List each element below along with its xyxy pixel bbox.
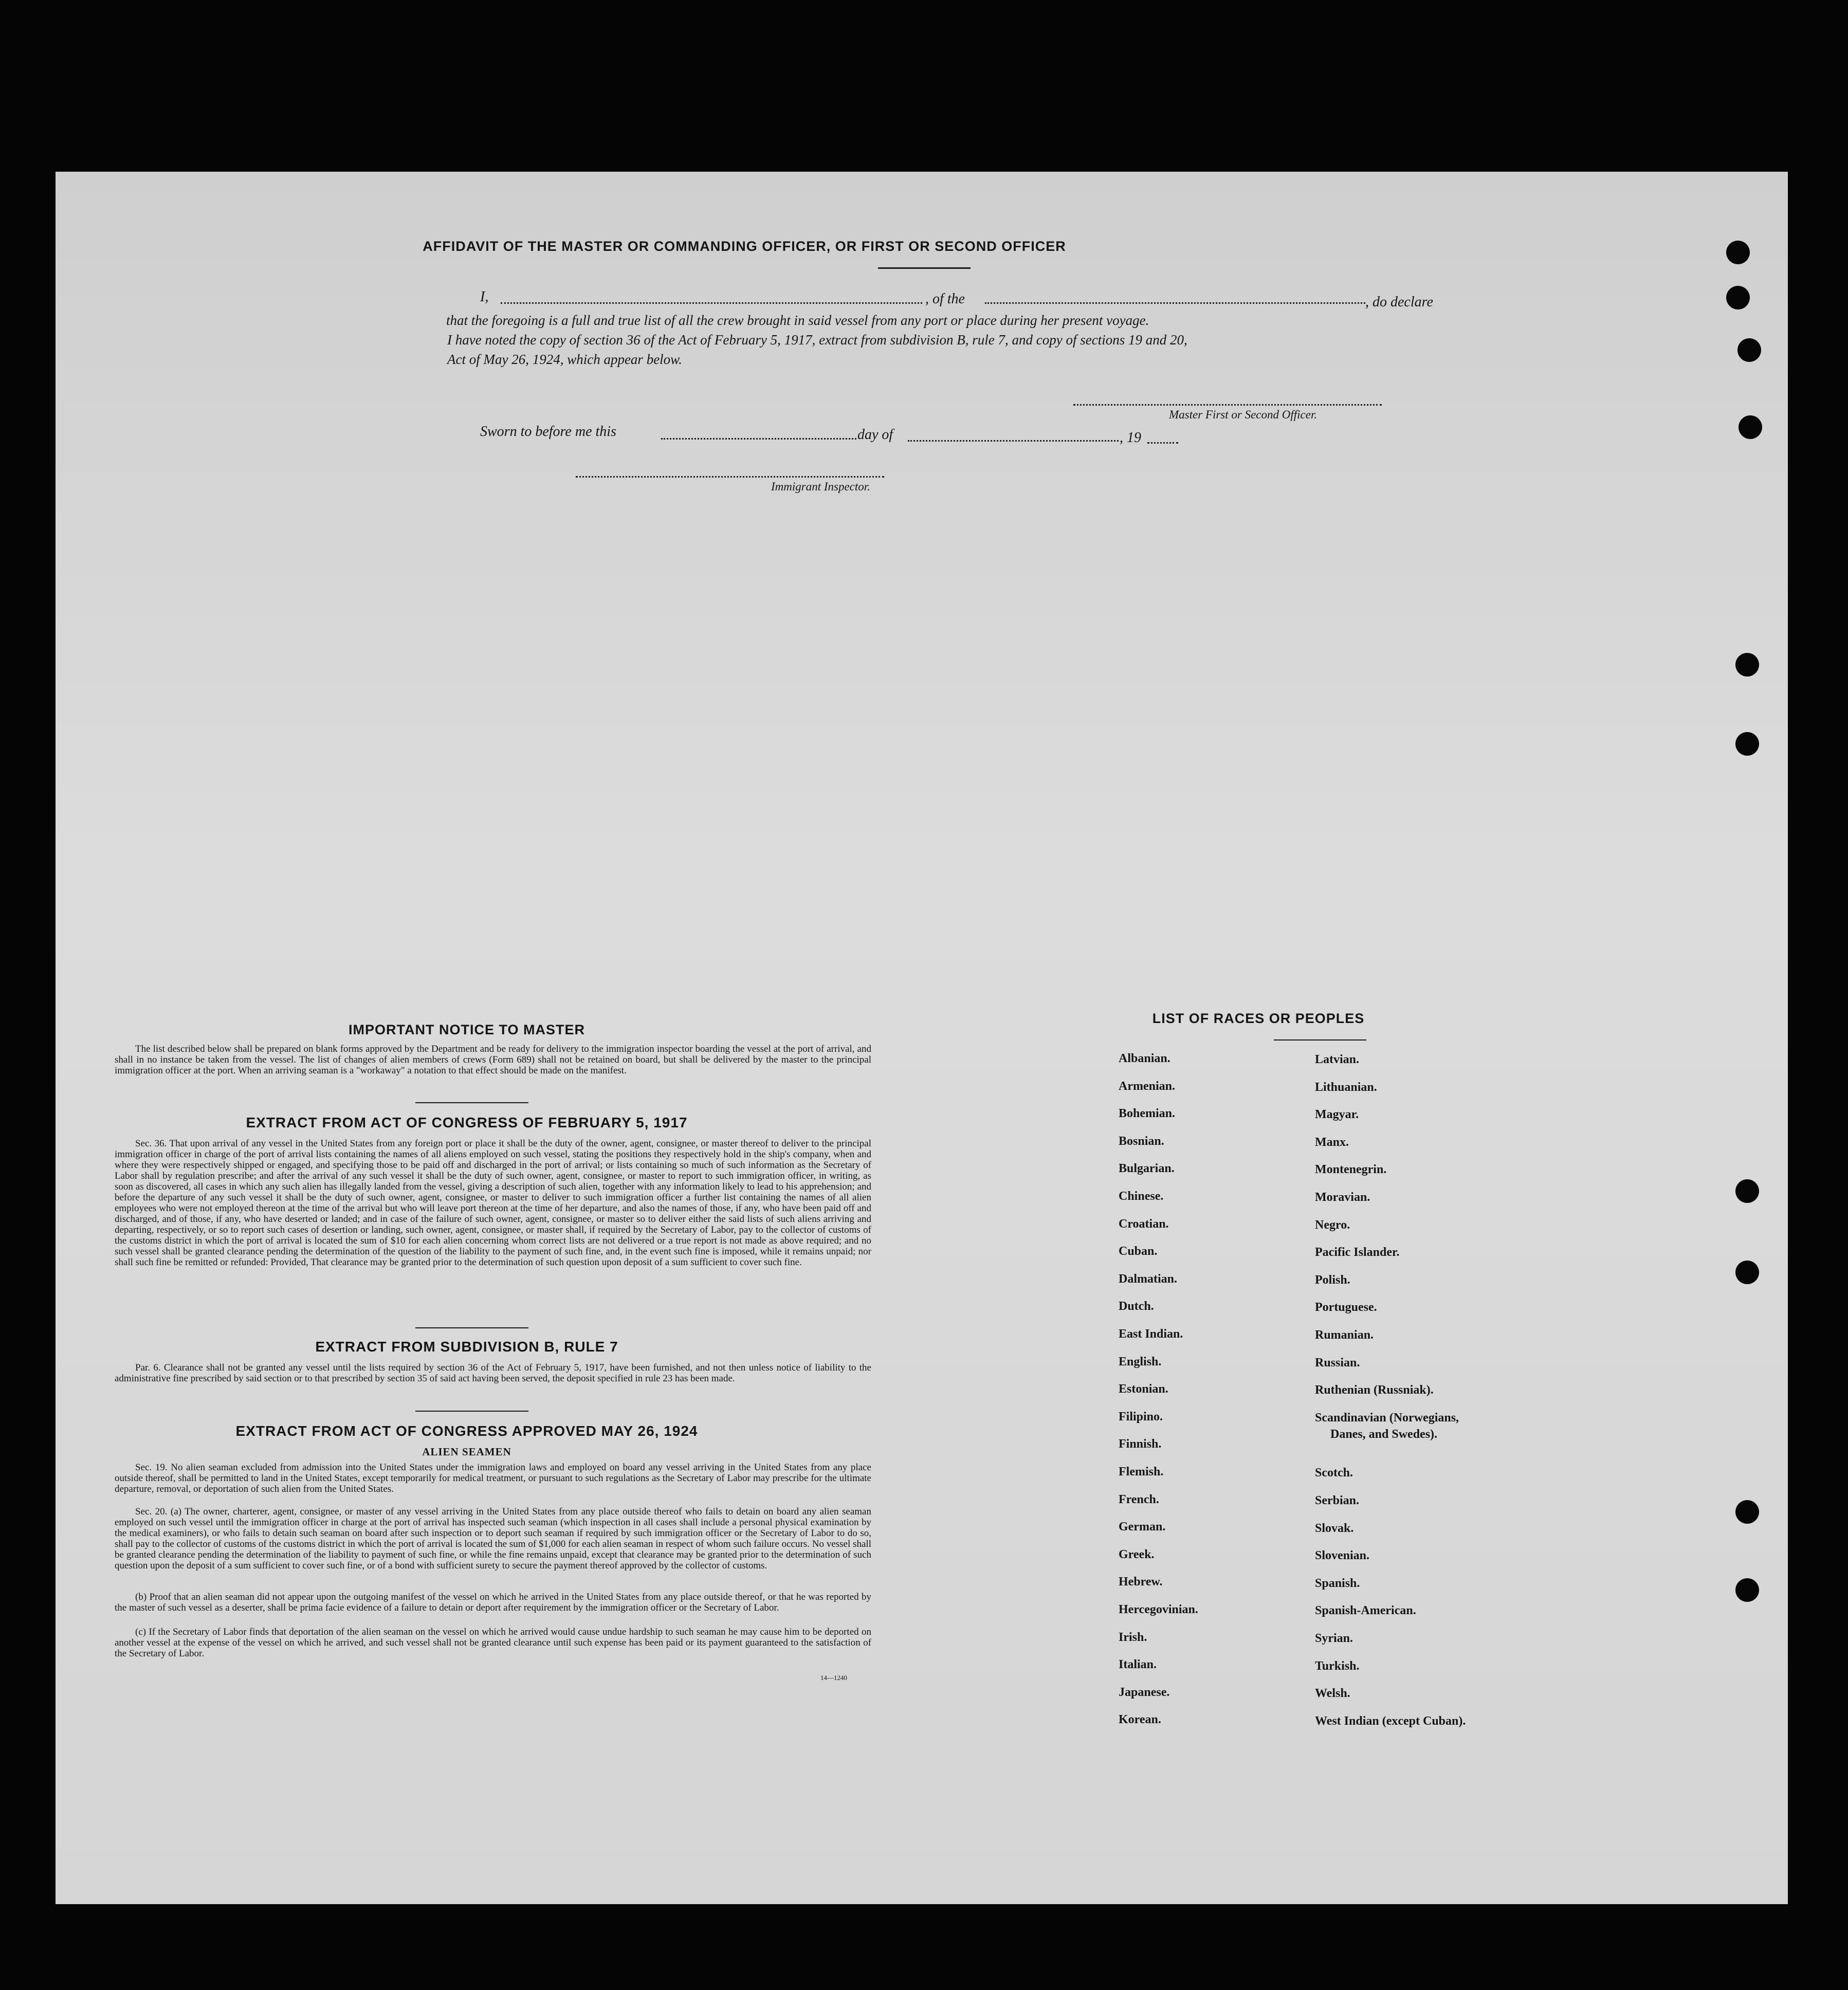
race-item: Syrian. [1315, 1632, 1353, 1645]
punch-hole [1735, 1500, 1759, 1524]
race-item: Filipino. [1119, 1410, 1163, 1423]
alien-seamen-subtitle: ALIEN SEAMEN [422, 1446, 511, 1458]
punch-hole [1735, 732, 1759, 756]
race-item: Croatian. [1119, 1217, 1169, 1231]
affidavit-line-3: I have noted the copy of section 36 of the Act of February 5, 1917, extract from subdivision B, rule 7, and copy of sections 19 and 20, [447, 332, 1187, 348]
race-item: Slovak. [1315, 1521, 1354, 1535]
race-item: Korean. [1119, 1713, 1161, 1727]
punch-hole [1735, 653, 1759, 677]
subdivision-b-rule [415, 1411, 528, 1412]
punch-hole [1735, 1578, 1759, 1602]
extract-1917-rule [415, 1327, 528, 1328]
extract-1917-title: EXTRACT FROM ACT OF CONGRESS OF FEBRUARY 5, 1917 [246, 1115, 688, 1130]
master-signature-field[interactable] [1073, 404, 1382, 406]
race-item: Spanish-American. [1315, 1604, 1416, 1618]
race-item: Cuban. [1119, 1245, 1158, 1258]
section-20b-body: (b) Proof that an alien seaman did not appear upon the outgoing manifest of the vessel on which he arrived in the United States from any place outside thereof, or that he was reported by the master of such vessel as a deserter, shall be prima facie evidence of a failure to detain or deport after requirement by the immigration officer or the Secretary of Labor. [115, 1592, 871, 1613]
race-item: Chinese. [1119, 1190, 1164, 1203]
master-signature-label: Master First or Second Officer. [1169, 408, 1318, 421]
race-item: French. [1119, 1492, 1159, 1506]
race-item: Albanian. [1119, 1052, 1170, 1065]
race-item: Bulgarian. [1119, 1162, 1175, 1176]
race-item: Bohemian. [1119, 1107, 1176, 1121]
race-item: Lithuanian. [1315, 1080, 1377, 1094]
races-title: LIST OF RACES OR PEOPLES [1152, 1011, 1365, 1026]
master-name-field[interactable] [501, 302, 922, 304]
affidavit-of-the-label: , of the [925, 291, 965, 307]
race-item: Manx. [1315, 1135, 1349, 1149]
inspector-label: Immigrant Inspector. [771, 480, 870, 493]
race-item: Danes, and Swedes). [1330, 1427, 1438, 1441]
notice-rule [415, 1102, 528, 1103]
race-item: Ruthenian (Russniak). [1315, 1383, 1434, 1397]
section-20a-body: Sec. 20. (a) The owner, charterer, agent, consignee, or master of any vessel arriving in the United States from any place outside thereof who fails to detain on board any alien seaman employed on such vessel until the immigration officer in charge at the port of arrival has inspected such seaman (which inspection in all cases shall include a personal physical examination by the medical examiners), or who fails to detain such seaman on board after such inspection or to deport such seaman if required by such immigration officer or the Secretary of Labor to do so, shall pay to the collector of customs of the customs district in which the port of arrival is located the sum of $1,000 for each alien seaman in respect of whom such failure occurs. No vessel shall be granted clearance pending the determination of the liability to payment of such fine, or while the fine remains unpaid, except that clearance may be granted prior to the determination of such question upon the deposit of a sum sufficient to cover such fine, or of a bond with sufficient surety to secure the payment thereof approved by the collector of customs. [115, 1506, 871, 1571]
race-item: Dalmatian. [1119, 1272, 1177, 1286]
race-item: Russian. [1315, 1356, 1360, 1370]
race-item: Spanish. [1315, 1576, 1360, 1590]
race-item: Portuguese. [1315, 1301, 1377, 1315]
race-item: Magyar. [1315, 1108, 1359, 1122]
sworn-month-field[interactable] [908, 440, 1119, 442]
vessel-name-field[interactable] [985, 302, 1365, 304]
race-item: Turkish. [1315, 1659, 1360, 1673]
race-item: Finnish. [1119, 1437, 1162, 1451]
punch-hole [1739, 415, 1762, 439]
punch-hole [1735, 1179, 1759, 1203]
race-item: Estonian. [1119, 1382, 1168, 1396]
sworn-before-label: Sworn to before me this [480, 424, 616, 440]
inspector-signature-field[interactable] [576, 476, 884, 478]
race-item: Negro. [1315, 1218, 1350, 1232]
race-item: Moravian. [1315, 1191, 1370, 1204]
race-item: Latvian. [1315, 1053, 1360, 1066]
race-item: Montenegrin. [1315, 1163, 1387, 1177]
race-item: Armenian. [1119, 1079, 1175, 1093]
notice-title: IMPORTANT NOTICE TO MASTER [349, 1022, 585, 1037]
race-item: Slovenian. [1315, 1549, 1370, 1563]
race-item: Pacific Islander. [1315, 1246, 1400, 1259]
race-item: Rumanian. [1315, 1328, 1374, 1342]
affidavit-title: AFFIDAVIT OF THE MASTER OR COMMANDING OFFICER, OR FIRST OR SECOND OFFICER [423, 239, 1066, 254]
race-item: Welsh. [1315, 1687, 1350, 1701]
race-item: Scotch. [1315, 1466, 1353, 1480]
race-item: Japanese. [1119, 1685, 1170, 1699]
form-number: 14—1240 [820, 1674, 847, 1682]
subdivision-b-title: EXTRACT FROM SUBDIVISION B, RULE 7 [315, 1339, 618, 1355]
race-item: Hebrew. [1119, 1575, 1163, 1589]
race-item: Scandinavian (Norwegians, [1315, 1411, 1459, 1425]
sworn-day-field[interactable] [661, 438, 856, 440]
race-item: English. [1119, 1355, 1162, 1368]
race-item: Flemish. [1119, 1465, 1164, 1478]
race-item: German. [1119, 1520, 1166, 1534]
race-item: Polish. [1315, 1273, 1350, 1287]
race-item: West Indian (except Cuban). [1315, 1714, 1466, 1728]
race-item: East Indian. [1119, 1327, 1183, 1341]
form-sheet [56, 172, 1788, 1904]
race-item: Hercegovinian. [1119, 1603, 1198, 1616]
notice-body: The list described below shall be prepared on blank forms approved by the Department and be ready for delivery to the immigration inspector boarding the vessel at the port of arrival, and shall in no instance be taken from the vessel. The list of changes of alien members of crews (Form 689) shall not be retained on board, but shall be delivered by the master to the principal immigration officer at the port. When an arriving seaman is a "workaway" a notation to that effect should be made on the manifest. [115, 1044, 871, 1076]
affidavit-declare-label: , do declare [1365, 294, 1433, 310]
sworn-year-field[interactable] [1147, 442, 1178, 444]
race-item: Bosnian. [1119, 1134, 1164, 1148]
affidavit-line-2: that the foregoing is a full and true list of all the crew brought in said vessel from any port or place during her present voyage. [446, 313, 1149, 328]
punch-hole [1726, 286, 1750, 309]
day-of-label: day of [857, 427, 893, 443]
race-item: Greek. [1119, 1547, 1155, 1561]
section-19-body: Sec. 19. No alien seaman excluded from admission into the United States under the immigration laws and employed on board any vessel arriving in the United States from any place outside thereof, shall be permitted to land in the United States, except temporarily for medical treatment, or pursuant to such regulations as the Secretary of Labor may prescribe for the ultimate departure, removal, or deportation of such alien from the United States. [115, 1462, 871, 1494]
affidavit-i-label: I, [480, 289, 489, 305]
affidavit-title-rule [878, 267, 971, 269]
punch-hole [1735, 1261, 1759, 1284]
punch-hole [1737, 338, 1761, 362]
extract-1924-title: EXTRACT FROM ACT OF CONGRESS APPROVED MAY 26, 1924 [235, 1423, 698, 1439]
affidavit-line-4: Act of May 26, 1924, which appear below. [447, 352, 682, 367]
extract-1917-body: Sec. 36. That upon arrival of any vessel in the United States from any foreign port or place it shall be the duty of the owner, agent, consignee, or master thereof to deliver to the principal immigration officer in charge of the port of arrival lists containing the names of all aliens employed on such vessel, stating the positions they respectively hold in the ship's company, when and where they were respectively shipped or engaged, and specifying those to be paid off and discharged in the port of arrival; or lists containing so much of such information as the Secretary of Labor shall by regulation prescribe; and after the arrival of any such vessel it shall be the duty of such owner, agent, consignee, or master to report to such immigration officer, in writing, as soon as discovered, all cases in which any such alien has illegally landed from the vessel, giving a description of such alien, together with any information likely to lead to his apprehension; and before the departure of any such vessel it shall be the duty of such owner, agent, consignee, or master to deliver to such immigration officer a further list containing the names of all alien employees who were not employed thereon at the time of the arrival but who will leave port thereon at the time of her departure, and also the names of those, if any, who have been paid off and discharged, and of those, if any, who have deserted or landed; and in case of the failure of such owner, agent, consignee, or master so to deliver either the said lists of such aliens arriving and departing, respectively, or so to report such cases of desertion or landing, such owner, agent, consignee, or master shall, if required by the Secretary of Labor, pay to the collector of customs of the customs district in which the port of arrival is located the sum of $10 for each alien concerning whom correct lists are not delivered or a true report is not made as above required; and no such vessel shall be granted clearance pending the determination of the question of the liability to the payment of such fine, and, in the event such fine is imposed, while it remains unpaid; nor shall such fine be remitted or refunded: Provided, That clearance may be granted prior to the determination of such question upon deposit of a sum sufficient to cover such fine. [115, 1138, 871, 1268]
races-title-rule [1274, 1039, 1366, 1040]
section-20c-body: (c) If the Secretary of Labor finds that deportation of the alien seaman on the vessel on which he arrived would cause undue hardship to such seaman he may cause him to be deported on another vessel at the expense of the vessel on which he arrived, and such vessel shall not be granted clearance until such expense has been paid or its payment guaranteed to the satisfaction of the Secretary of Labor. [115, 1627, 871, 1659]
race-item: Dutch. [1119, 1300, 1154, 1313]
punch-hole [1726, 241, 1750, 264]
year-label: , 19 [1120, 430, 1141, 446]
race-item: Italian. [1119, 1658, 1157, 1672]
race-item: Irish. [1119, 1630, 1147, 1644]
subdivision-b-body: Par. 6. Clearance shall not be granted any vessel until the lists required by section 36 of the Act of February 5, 1917, have been furnished, and not then unless notice of liability to the administrative fine prescribed by said section or to that prescribed by section 35 of said act having been served, the deposit specified in rule 23 has been made. [115, 1362, 871, 1384]
race-item: Serbian. [1315, 1494, 1360, 1507]
